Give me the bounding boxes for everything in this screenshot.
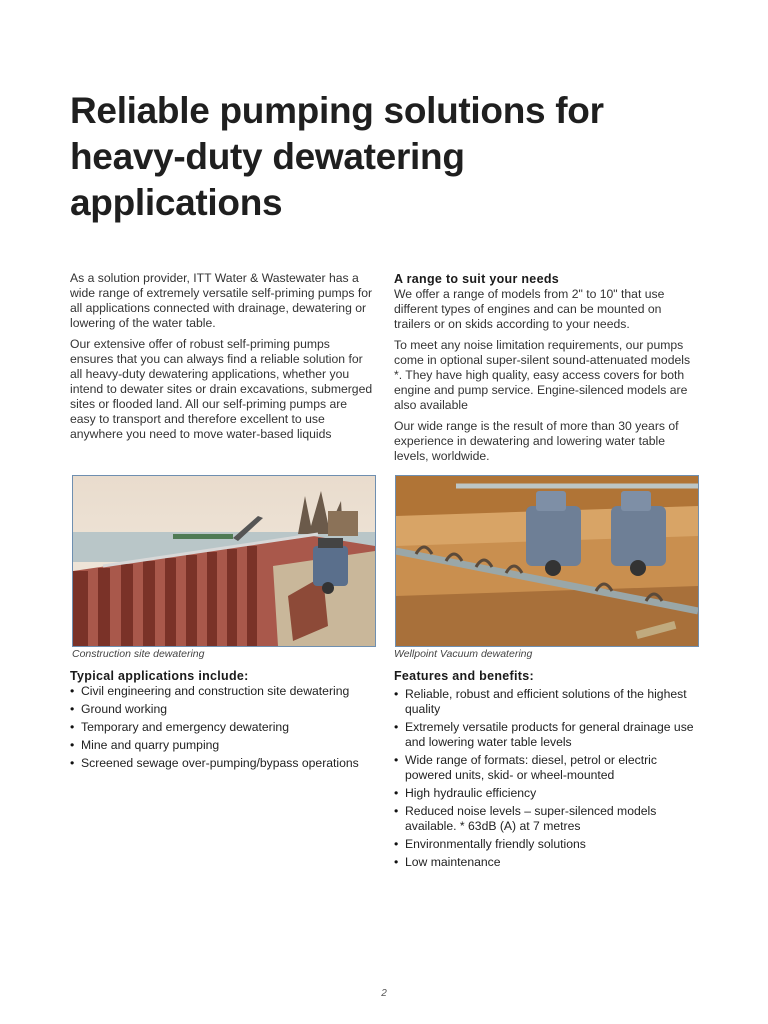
features-section: [394, 669, 702, 873]
features-heading: Features and benefits:: [394, 669, 534, 683]
range-paragraph-2: To meet any noise limitation requirements, our pumps come in optional super-silent sound-attenuated models *. They have high quality, easy access covers for both engine and pump service. Engine-silenced models are also available: [394, 338, 691, 412]
applications-section: [70, 669, 375, 774]
range-paragraph-1: We offer a range of models from 2" to 10" that use different types of engines and can be mounted on trailers or on skids according to your needs.: [394, 287, 665, 331]
construction-site-photo: [72, 475, 376, 647]
list-item: • Ground working: [70, 702, 375, 717]
list-item: • Mine and quarry pumping: [70, 738, 375, 753]
applications-heading: Typical applications include:: [70, 669, 249, 683]
list-item: • Extremely versatile products for general drainage use and lowering water table levels: [394, 720, 702, 750]
list-item: • Environmentally friendly solutions: [394, 837, 702, 852]
intro-paragraph-1: As a solution provider, ITT Water & Wastewater has a wide range of extremely versatile self-priming pumps for all applications connected with drainage, dewatering or lowering of the water table.: [70, 271, 373, 330]
range-column: [394, 272, 699, 464]
list-item: • Reduced noise levels – super-silenced models available. * 63dB (A) at 7 metres: [394, 804, 702, 834]
features-list: [394, 687, 702, 870]
list-item: • Wide range of formats: diesel, petrol or electric powered units, skid- or wheel-mounted: [394, 753, 702, 783]
list-item: • High hydraulic efficiency: [394, 786, 702, 801]
list-item: • Low maintenance: [394, 855, 702, 870]
range-heading: A range to suit your needs: [394, 272, 560, 286]
construction-photo-caption: Construction site dewatering: [72, 648, 205, 660]
range-paragraph-3: Our wide range is the result of more than 30 years of experience in dewatering and lowering water table levels, worldwide.: [394, 419, 679, 463]
page-title: Reliable pumping solutions for heavy-duty dewatering applications: [70, 90, 604, 223]
list-item: • Screened sewage over-pumping/bypass operations: [70, 756, 375, 771]
intro-paragraph-2: Our extensive offer of robust self-priming pumps ensures that you can always find a reliable solution for all heavy-duty dewatering applications, whether you intend to dewater sites or drain excavations, submerged sites or flooded land. All our self-priming pumps are easy to transport and therefore excellent to use anywhere you need to move water-based liquids: [70, 337, 373, 441]
wellpoint-vacuum-photo: [395, 475, 699, 647]
list-item: • Temporary and emergency dewatering: [70, 720, 375, 735]
list-item: • Civil engineering and construction site dewatering: [70, 684, 375, 699]
list-item: • Reliable, robust and efficient solutions of the highest quality: [394, 687, 702, 717]
applications-list: [70, 684, 375, 771]
intro-column: [70, 271, 375, 442]
page-number: 2: [381, 988, 387, 999]
wellpoint-photo-caption: Wellpoint Vacuum dewatering: [394, 648, 533, 660]
